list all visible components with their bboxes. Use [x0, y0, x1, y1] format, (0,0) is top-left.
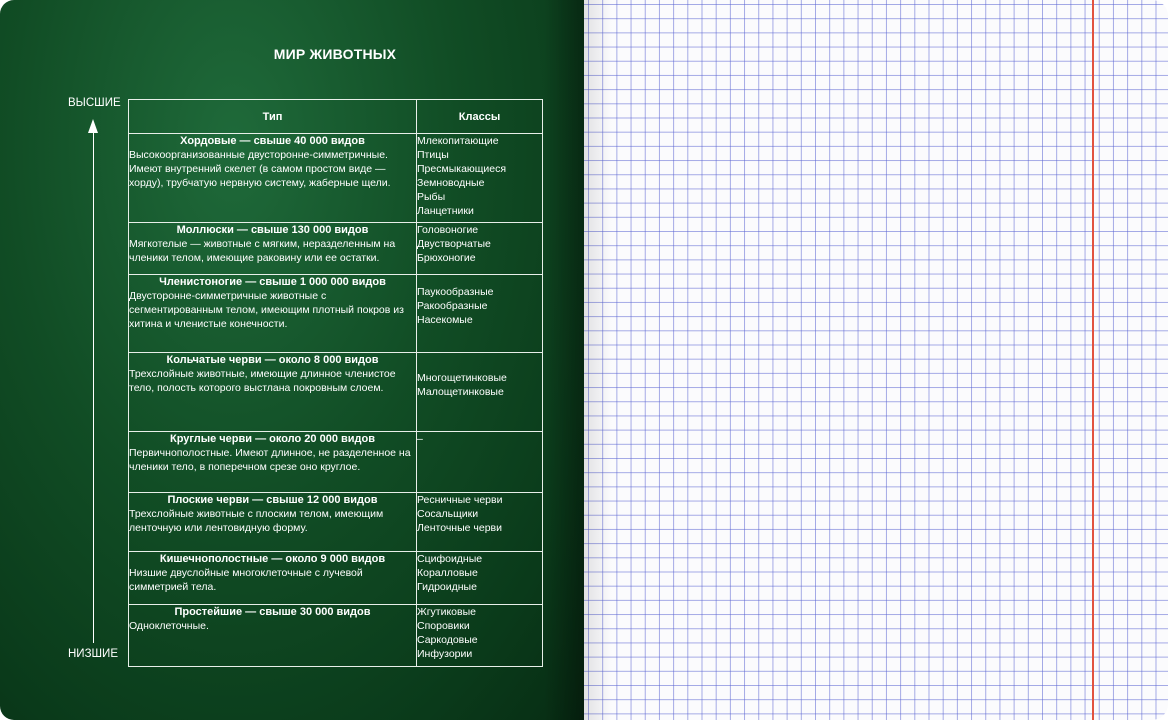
type-description: Одноклеточные. — [129, 620, 209, 632]
type-heading: Кольчатые черви — около 8 000 видов — [166, 354, 379, 366]
class-item: Ланцетники — [417, 205, 474, 217]
class-item: Головоногие — [417, 224, 479, 236]
class-item: Гидроидные — [417, 581, 477, 593]
class-item: Малощетинковые — [417, 386, 504, 398]
scale-label-higher: ВЫСШИЕ — [68, 97, 121, 109]
scale-label-lower: НИЗШИЕ — [68, 648, 118, 660]
type-heading: Хордовые — свыше 40 000 видов — [180, 135, 365, 147]
class-item: Инфузории — [417, 648, 473, 660]
type-cell — [129, 275, 417, 353]
type-description: Мягкотелые — животные с мягким, неразделенным на членики телом, имеющие раковину или ее остатки. — [129, 238, 396, 264]
class-item: Земноводные — [417, 177, 485, 189]
class-item: Саркодовые — [417, 634, 478, 646]
type-cell — [129, 223, 417, 275]
type-heading: Моллюски — свыше 130 000 видов — [176, 224, 369, 236]
type-description: Трехслойные животные с плоским телом, имеющим ленточную или лентовидную форму. — [129, 508, 384, 534]
class-item: Сосальщики — [417, 508, 479, 520]
type-cell — [129, 353, 417, 432]
classes-cell — [417, 432, 543, 493]
type-cell — [129, 605, 417, 667]
class-item: Млекопитающие — [417, 135, 499, 147]
type-heading: Плоские черви — свыше 12 000 видов — [167, 494, 378, 506]
type-description: Трехслойные животные, имеющие длинное членистое тело, полость которого выстлана покровным слоем. — [129, 368, 396, 394]
table-row — [129, 223, 543, 275]
class-item: Насекомые — [417, 314, 473, 326]
class-item: Ресничные черви — [417, 494, 503, 506]
table-row — [129, 605, 543, 667]
class-item: Ленточные черви — [417, 522, 502, 534]
type-cell — [129, 493, 417, 552]
class-item: Многощетинковые — [417, 372, 507, 384]
evolution-axis-line — [93, 128, 94, 643]
class-item: – — [417, 433, 423, 445]
class-item: Пресмыкающиеся — [417, 163, 507, 175]
class-item: Споровики — [417, 620, 470, 632]
classes-cell — [417, 552, 543, 605]
header-type: Тип — [129, 100, 417, 134]
type-cell — [129, 134, 417, 223]
classes-cell — [417, 275, 543, 353]
table-row — [129, 275, 543, 353]
type-heading: Круглые черви — около 20 000 видов — [170, 433, 375, 445]
table-row — [129, 552, 543, 605]
margin-line — [1092, 0, 1094, 720]
type-cell — [129, 432, 417, 493]
table-row — [129, 353, 543, 432]
type-description: Первичнополостные. Имеют длинное, не разделенное на членики тело, в поперечном срезе оно круглое. — [129, 447, 411, 473]
type-heading: Членистоногие — свыше 1 000 000 видов — [159, 276, 386, 288]
class-item: Двустворчатые — [417, 238, 491, 250]
type-cell — [129, 552, 417, 605]
classes-cell — [417, 134, 543, 223]
class-item: Жгутиковые — [417, 606, 476, 618]
table-row — [129, 493, 543, 552]
animal-kingdom-table — [128, 99, 543, 667]
type-description: Низшие двуслойные многоклеточные с лучевой симметрией тела. — [129, 567, 363, 593]
class-item: Рыбы — [417, 191, 446, 203]
type-heading: Кишечнополостные — около 9 000 видов — [159, 553, 386, 565]
table-row — [129, 432, 543, 493]
class-item: Ракообразные — [417, 300, 488, 312]
class-item: Брюхоногие — [417, 252, 476, 264]
classes-cell — [417, 353, 543, 432]
type-description: Высокоорганизованные двусторонне-симметричные. Имеют внутренний скелет (в самом простом виде — хорду), трубчатую нервную систему, жаберные щели. — [129, 149, 391, 189]
table-row — [129, 134, 543, 223]
class-item: Птицы — [417, 149, 449, 161]
page-title: МИР ЖИВОТНЫХ — [273, 46, 397, 62]
type-description: Двусторонне-симметричные животные с сегментированным телом, имеющим плотный покров из хитина и членистые конечности. — [129, 290, 404, 330]
classes-cell — [417, 223, 543, 275]
class-item: Коралловые — [417, 567, 478, 579]
classes-cell — [417, 493, 543, 552]
classes-cell — [417, 605, 543, 667]
table-header-row — [129, 100, 543, 134]
class-item: Сцифоидные — [417, 553, 483, 565]
type-heading: Простейшие — свыше 30 000 видов — [174, 606, 371, 618]
class-item: Паукообразные — [417, 286, 494, 298]
right-grid-page — [584, 0, 1168, 720]
header-classes: Классы — [417, 100, 543, 134]
